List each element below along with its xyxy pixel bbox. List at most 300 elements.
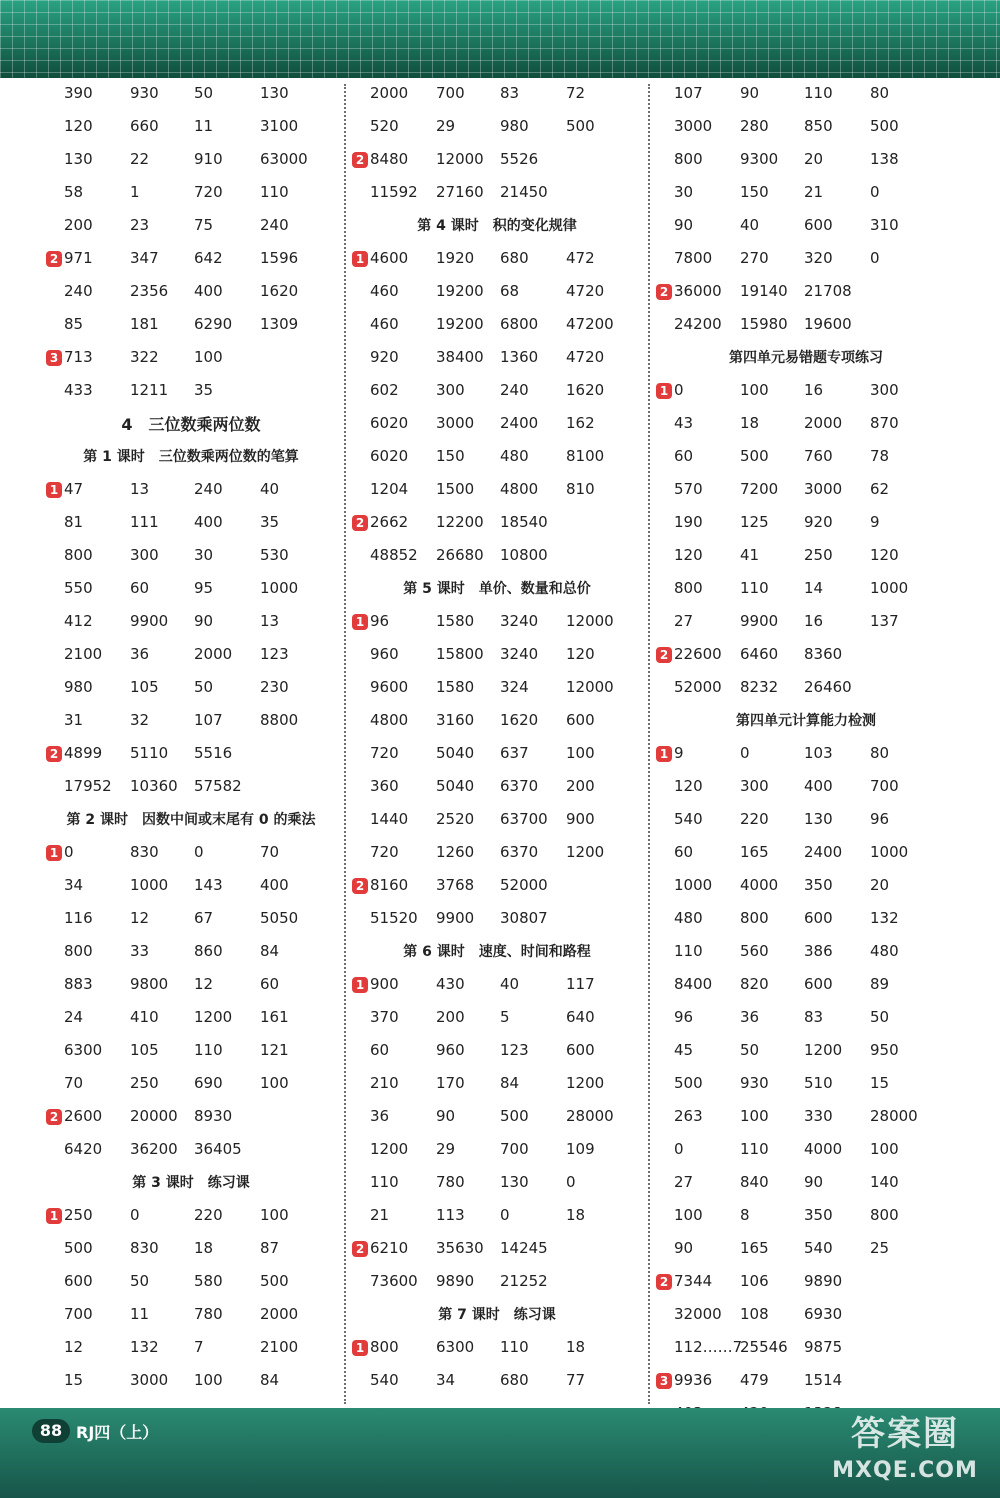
- answer-value: 84: [260, 1371, 280, 1389]
- answer-value: 12: [130, 909, 150, 927]
- answer-value: 240: [194, 480, 223, 498]
- question-number-badge: 2: [46, 251, 62, 267]
- answer-value: 7: [194, 1338, 204, 1356]
- answer-value: 24200: [674, 315, 722, 333]
- answer-value: 50: [740, 1041, 760, 1059]
- answer-value: 3240: [500, 645, 539, 663]
- answer-value: 36000: [674, 282, 722, 300]
- answer-value: 38400: [436, 348, 484, 366]
- answer-value: 0: [500, 1206, 510, 1224]
- answer-value: 400: [804, 777, 833, 795]
- answer-value: 500: [740, 447, 769, 465]
- answer-row: [656, 936, 956, 969]
- answer-value: 36: [740, 1008, 760, 1026]
- answer-value: 500: [870, 117, 899, 135]
- answer-value: 24: [64, 1008, 84, 1026]
- answer-value: 9900: [436, 909, 475, 927]
- lesson-heading: 第 6 课时 速度、时间和路程: [403, 944, 591, 960]
- answer-value: 100: [260, 1074, 289, 1092]
- answer-value: 43: [674, 414, 694, 432]
- answer-value: 96: [674, 1008, 694, 1026]
- answer-value: 47200: [566, 315, 614, 333]
- answer-value: 1000: [260, 579, 299, 597]
- answer-value: 87: [260, 1239, 280, 1257]
- question-number-badge: 1: [352, 614, 368, 630]
- answer-row: [46, 276, 336, 309]
- page-number: 88: [32, 1419, 70, 1443]
- answer-row: [656, 1035, 956, 1068]
- answer-value: 980: [500, 117, 529, 135]
- answer-value: 21708: [804, 282, 852, 300]
- answer-value: 800: [370, 1338, 399, 1356]
- answer-row: [352, 276, 642, 309]
- answer-value: 6210: [370, 1239, 409, 1257]
- answer-value: 11: [130, 1305, 150, 1323]
- answer-value: 780: [194, 1305, 223, 1323]
- answer-value: 50: [130, 1272, 150, 1290]
- answer-value: 15980: [740, 315, 788, 333]
- answer-value: 22600: [674, 645, 722, 663]
- answer-row: [46, 771, 336, 804]
- answer-value: 8100: [566, 447, 605, 465]
- answer-value: 27: [674, 612, 694, 630]
- answer-value: 220: [194, 1206, 223, 1224]
- question-number-badge: 2: [46, 1109, 62, 1125]
- answer-value: 165: [740, 843, 769, 861]
- answer-value: 6460: [740, 645, 779, 663]
- answer-value: 120: [674, 777, 703, 795]
- answer-row: [46, 1002, 336, 1035]
- answer-value: 900: [566, 810, 595, 828]
- answer-row: [352, 837, 642, 870]
- answer-value: 21: [370, 1206, 390, 1224]
- answer-value: 90: [804, 1173, 824, 1191]
- answer-value: 830: [130, 843, 159, 861]
- answer-value: 6300: [64, 1041, 103, 1059]
- answer-value: 12000: [566, 612, 614, 630]
- answer-value: 930: [130, 84, 159, 102]
- answer-value: 14245: [500, 1239, 548, 1257]
- answer-row: [46, 606, 336, 639]
- answer-value: 1580: [436, 678, 475, 696]
- answer-value: 1500: [436, 480, 475, 498]
- lesson-heading: 第 7 课时 练习课: [438, 1307, 556, 1323]
- answer-value: 90: [674, 1239, 694, 1257]
- answer-row: [352, 1167, 642, 1200]
- answer-value: 700: [870, 777, 899, 795]
- answer-value: 580: [194, 1272, 223, 1290]
- answer-value: 883: [64, 975, 93, 993]
- answer-value: 77: [566, 1371, 586, 1389]
- answer-value: 51520: [370, 909, 418, 927]
- answer-row: [656, 1167, 956, 1200]
- answer-value: 410: [130, 1008, 159, 1026]
- answer-value: 17952: [64, 777, 112, 795]
- answer-value: 8800: [260, 711, 299, 729]
- answer-row: [46, 309, 336, 342]
- lesson-heading: 第 2 课时 因数中间或末尾有 0 的乘法: [66, 812, 316, 828]
- answer-value: 0: [674, 381, 684, 399]
- answer-row: [352, 342, 642, 375]
- answer-value: 21: [804, 183, 824, 201]
- answer-value: 12: [194, 975, 214, 993]
- answer-row: [656, 1200, 956, 1233]
- answer-value: 25: [870, 1239, 890, 1257]
- answer-value: 250: [64, 1206, 93, 1224]
- answer-column-right: [656, 78, 956, 1431]
- answer-row: [46, 870, 336, 903]
- answer-value: 113: [436, 1206, 465, 1224]
- answer-value: 350: [804, 876, 833, 894]
- answer-value: 540: [674, 810, 703, 828]
- answer-value: 800: [674, 150, 703, 168]
- answer-value: 100: [870, 1140, 899, 1158]
- answer-row: [46, 1068, 336, 1101]
- answer-value: 240: [64, 282, 93, 300]
- answer-row: [352, 78, 642, 111]
- answer-value: 1596: [260, 249, 299, 267]
- answer-value: 680: [500, 1371, 529, 1389]
- answer-value: 5050: [260, 909, 299, 927]
- answer-value: 52000: [674, 678, 722, 696]
- answer-value: 720: [194, 183, 223, 201]
- answer-value: 31: [64, 711, 84, 729]
- answer-value: 50: [870, 1008, 890, 1026]
- answer-value: 36405: [194, 1140, 242, 1158]
- answer-value: 210: [370, 1074, 399, 1092]
- answer-value: 96: [370, 612, 390, 630]
- answer-value: 0: [740, 744, 750, 762]
- answer-value: 60: [674, 843, 694, 861]
- answer-value: 8400: [674, 975, 713, 993]
- answer-value: 150: [740, 183, 769, 201]
- answer-value: 18: [740, 414, 760, 432]
- answer-row: [656, 177, 956, 210]
- answer-value: 11: [194, 117, 214, 135]
- answer-value: 70: [260, 843, 280, 861]
- question-number-badge: 1: [352, 251, 368, 267]
- answer-row: [46, 474, 336, 507]
- answer-value: 2400: [804, 843, 843, 861]
- answer-value: 123: [500, 1041, 529, 1059]
- answer-value: 1580: [436, 612, 475, 630]
- answer-value: 9800: [130, 975, 169, 993]
- answer-value: 83: [804, 1008, 824, 1026]
- answer-value: 48852: [370, 546, 418, 564]
- answer-row: [352, 1233, 642, 1266]
- answer-row: [352, 1002, 642, 1035]
- answer-value: 4800: [500, 480, 539, 498]
- answer-value: 330: [804, 1107, 833, 1125]
- answer-value: 110: [500, 1338, 529, 1356]
- answer-row: [46, 639, 336, 672]
- answer-value: 350: [804, 1206, 833, 1224]
- answer-value: 347: [130, 249, 159, 267]
- answer-value: 19600: [804, 315, 852, 333]
- answer-value: 45: [674, 1041, 694, 1059]
- answer-value: 30: [194, 546, 214, 564]
- answer-value: 8160: [370, 876, 409, 894]
- answer-value: 560: [740, 942, 769, 960]
- answer-row: [46, 837, 336, 870]
- answer-value: 84: [260, 942, 280, 960]
- answer-row: [46, 177, 336, 210]
- answer-row: [656, 969, 956, 1002]
- answer-value: 1211: [130, 381, 169, 399]
- answer-value: 800: [674, 579, 703, 597]
- answer-row: [352, 1035, 642, 1068]
- answer-value: 830: [130, 1239, 159, 1257]
- answer-value: 36: [130, 645, 150, 663]
- answer-value: 220: [740, 810, 769, 828]
- answer-value: 2600: [64, 1107, 103, 1125]
- answer-value: 95: [194, 579, 214, 597]
- answer-value: 4600: [370, 249, 409, 267]
- answer-value: 1200: [370, 1140, 409, 1158]
- answer-value: 90: [674, 216, 694, 234]
- answer-value: 50: [194, 84, 214, 102]
- answer-value: 1000: [130, 876, 169, 894]
- answer-value: 170: [436, 1074, 465, 1092]
- answer-row: [656, 375, 956, 408]
- answer-value: 106: [740, 1272, 769, 1290]
- answer-row: [46, 507, 336, 540]
- question-number-badge: 1: [352, 1340, 368, 1356]
- answer-value: 1620: [260, 282, 299, 300]
- answer-value: 125: [740, 513, 769, 531]
- answer-value: 9936: [674, 1371, 713, 1389]
- answer-value: 433: [64, 381, 93, 399]
- question-number-badge: 1: [656, 383, 672, 399]
- answer-value: 110: [370, 1173, 399, 1191]
- answer-row: [46, 672, 336, 705]
- answer-value: 96: [870, 810, 890, 828]
- answer-row: [46, 1101, 336, 1134]
- question-number-badge: 1: [352, 977, 368, 993]
- answer-value: 600: [804, 975, 833, 993]
- question-number-badge: 1: [656, 746, 672, 762]
- answer-value: 110: [674, 942, 703, 960]
- answer-value: 15: [64, 1371, 84, 1389]
- answer-row: [352, 1332, 642, 1365]
- answer-value: 8: [740, 1206, 750, 1224]
- answer-value: 8930: [194, 1107, 233, 1125]
- answer-value: 600: [804, 909, 833, 927]
- answer-value: 2000: [194, 645, 233, 663]
- footer-badge: [32, 1418, 158, 1444]
- answer-row: [46, 1134, 336, 1167]
- answer-value: 800: [64, 546, 93, 564]
- answer-value: 720: [370, 744, 399, 762]
- answer-value: 400: [194, 282, 223, 300]
- answer-value: 26460: [804, 678, 852, 696]
- question-number-badge: 1: [46, 482, 62, 498]
- answer-value: 1200: [566, 843, 605, 861]
- answer-value: 2520: [436, 810, 475, 828]
- answer-row: [46, 1332, 336, 1365]
- answer-row: [352, 309, 642, 342]
- answer-value: 34: [64, 876, 84, 894]
- answer-value: 26680: [436, 546, 484, 564]
- answer-value: 1920: [436, 249, 475, 267]
- lesson-heading: 第 4 课时 积的变化规律: [417, 218, 577, 234]
- answer-value: 820: [740, 975, 769, 993]
- answer-row: [46, 540, 336, 573]
- answer-value: 83: [500, 84, 520, 102]
- answer-row: [656, 507, 956, 540]
- answer-row: [352, 243, 642, 276]
- answer-value: 530: [260, 546, 289, 564]
- answer-value: 1200: [804, 1041, 843, 1059]
- answer-value: 0: [566, 1173, 576, 1191]
- answer-row: [656, 1332, 956, 1365]
- answer-value: 760: [804, 447, 833, 465]
- answer-value: 780: [436, 1173, 465, 1191]
- answer-value: 132: [870, 909, 899, 927]
- question-number-badge: 2: [352, 152, 368, 168]
- answer-value: 9900: [740, 612, 779, 630]
- answer-value: 700: [436, 84, 465, 102]
- answer-value: 600: [64, 1272, 93, 1290]
- answer-value: 32: [130, 711, 150, 729]
- answer-row: [656, 738, 956, 771]
- answer-value: 85: [64, 315, 84, 333]
- answer-value: 100: [194, 348, 223, 366]
- answer-value: 10360: [130, 777, 178, 795]
- answer-value: 4720: [566, 348, 605, 366]
- answer-row: [656, 639, 956, 672]
- answer-row: [46, 705, 336, 738]
- answer-value: 910: [194, 150, 223, 168]
- lesson-heading: 第 1 课时 三位数乘两位数的笔算: [83, 449, 299, 465]
- answer-row: [352, 672, 642, 705]
- answer-value: 3768: [436, 876, 475, 894]
- answer-value: 3000: [674, 117, 713, 135]
- answer-value: 3000: [130, 1371, 169, 1389]
- answer-value: 430: [436, 975, 465, 993]
- answer-value: 109: [566, 1140, 595, 1158]
- answer-row: [656, 210, 956, 243]
- answer-value: 3240: [500, 612, 539, 630]
- answer-value: 15: [870, 1074, 890, 1092]
- answer-value: 73600: [370, 1272, 418, 1290]
- answer-value: 15800: [436, 645, 484, 663]
- answer-value: 0: [674, 1140, 684, 1158]
- answer-value: 40: [740, 216, 760, 234]
- answer-value: 0: [194, 843, 204, 861]
- answer-value: 68: [500, 282, 520, 300]
- answer-value: 23: [130, 216, 150, 234]
- answer-value: 2662: [370, 513, 409, 531]
- answer-value: 6800: [500, 315, 539, 333]
- answer-row: [352, 177, 642, 210]
- answer-value: 111: [130, 513, 159, 531]
- answer-value: 9: [674, 744, 684, 762]
- answer-value: 360: [370, 777, 399, 795]
- answer-value: 103: [804, 744, 833, 762]
- answer-row: [46, 1200, 336, 1233]
- answer-value: 130: [804, 810, 833, 828]
- answer-value: 21252: [500, 1272, 548, 1290]
- answer-value: 120: [870, 546, 899, 564]
- answer-value: 7344: [674, 1272, 713, 1290]
- answer-value: 270: [740, 249, 769, 267]
- answer-value: 75: [194, 216, 214, 234]
- answer-value: 4800: [370, 711, 409, 729]
- answer-value: 89: [870, 975, 890, 993]
- answer-value: 320: [804, 249, 833, 267]
- answer-value: 800: [740, 909, 769, 927]
- answer-row: [352, 804, 642, 837]
- answer-value: 5110: [130, 744, 169, 762]
- answer-value: 60: [674, 447, 694, 465]
- question-number-badge: 3: [46, 350, 62, 366]
- watermark-logo: [820, 1412, 990, 1496]
- answer-value: 480: [674, 909, 703, 927]
- answer-row: [352, 441, 642, 474]
- answer-value: 860: [194, 942, 223, 960]
- answer-row: [46, 210, 336, 243]
- answer-value: 12200: [436, 513, 484, 531]
- answer-row: [352, 507, 642, 540]
- answer-row: [46, 111, 336, 144]
- answer-value: 63000: [260, 150, 308, 168]
- answer-value: 143: [194, 876, 223, 894]
- answer-row: [46, 936, 336, 969]
- answer-value: 1000: [870, 843, 909, 861]
- answer-value: 7800: [674, 249, 713, 267]
- answer-value: 25546: [740, 1338, 788, 1356]
- answer-row: [656, 573, 956, 606]
- answer-value: 35: [194, 381, 214, 399]
- answer-value: 460: [370, 315, 399, 333]
- answer-value: 5040: [436, 777, 475, 795]
- answer-value: 324: [500, 678, 529, 696]
- answer-row: [656, 804, 956, 837]
- answer-value: 4000: [740, 876, 779, 894]
- answer-value: 78: [870, 447, 890, 465]
- column-divider: [648, 84, 650, 1404]
- answer-value: 34: [436, 1371, 456, 1389]
- answer-value: 80: [870, 84, 890, 102]
- answer-value: 960: [370, 645, 399, 663]
- question-number-badge: 2: [46, 746, 62, 762]
- answer-value: 9300: [740, 150, 779, 168]
- answer-value: 870: [870, 414, 899, 432]
- answer-value: 322: [130, 348, 159, 366]
- answer-value: 479: [740, 1371, 769, 1389]
- answer-value: 9900: [130, 612, 169, 630]
- answer-value: 540: [804, 1239, 833, 1257]
- answer-row: [352, 1365, 642, 1398]
- answer-row: [352, 1200, 642, 1233]
- answer-value: 8232: [740, 678, 779, 696]
- answer-value: 58: [64, 183, 84, 201]
- question-number-badge: 1: [46, 845, 62, 861]
- answer-value: 920: [804, 513, 833, 531]
- answer-value: 27160: [436, 183, 484, 201]
- answer-value: 28000: [566, 1107, 614, 1125]
- answer-value: 70: [64, 1074, 84, 1092]
- answer-value: 1309: [260, 315, 299, 333]
- answer-value: 35: [260, 513, 280, 531]
- answer-value: 400: [260, 876, 289, 894]
- answer-row: [656, 144, 956, 177]
- answer-row: [656, 1002, 956, 1035]
- answer-value: 800: [64, 942, 93, 960]
- answer-row: [352, 903, 642, 936]
- answer-row: [46, 573, 336, 606]
